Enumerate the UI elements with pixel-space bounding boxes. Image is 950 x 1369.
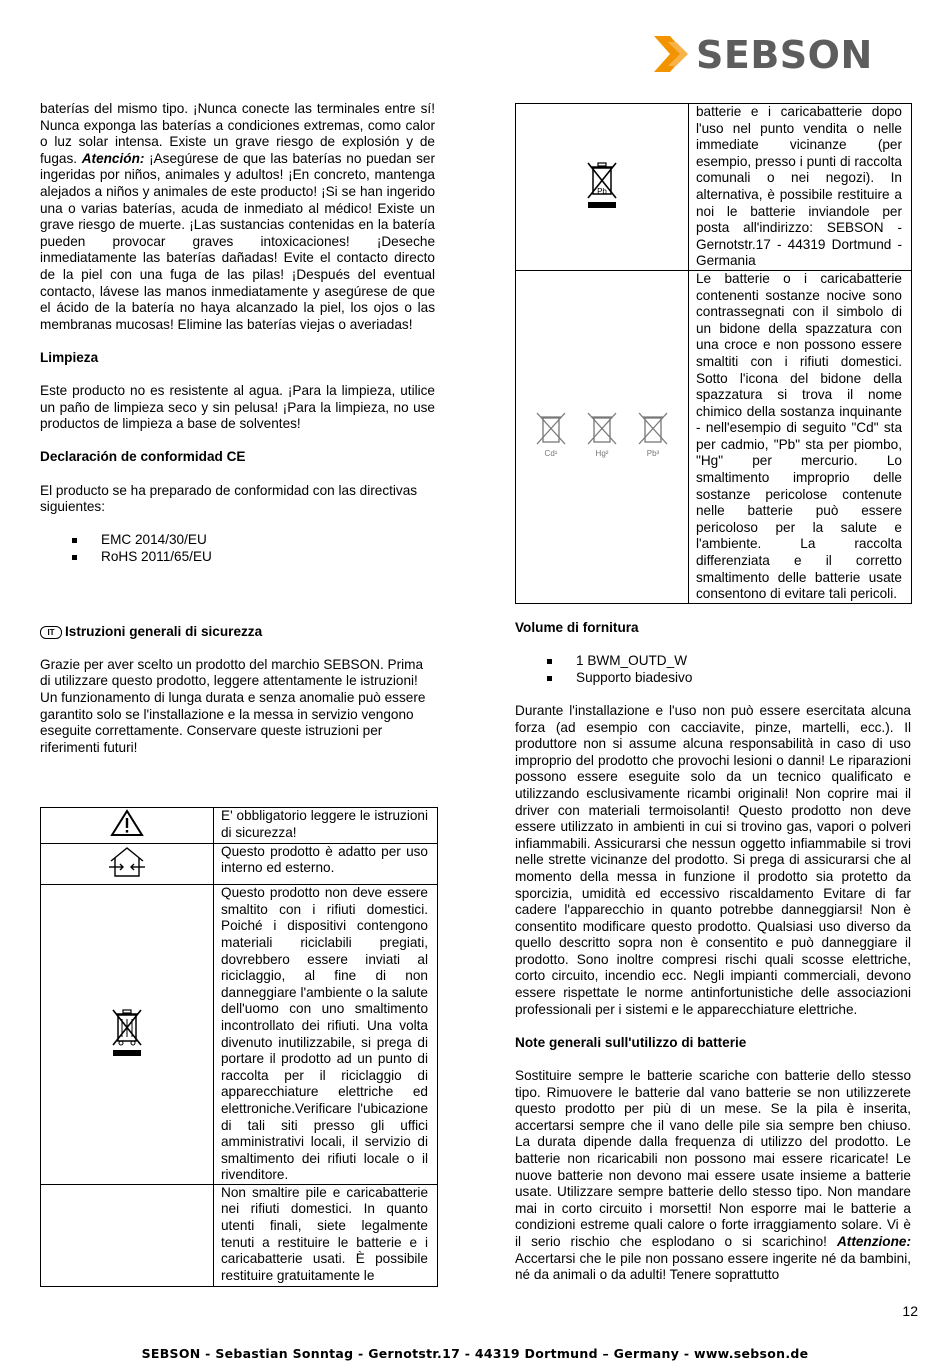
svg-text:Pb³: Pb³ [646,448,660,458]
table-row [516,104,912,271]
table-cell-text: batterie e i caricabatterie dopo l'uso nel punto vendita o nelle immediate vicinanze (per esempio, presso i punti di raccolta comunali o nei negozi). In alternativa, è possibile restituire a noi le batterie inviandole per posta all'indirizzo: SEBSON - Gernotstr.17 - 44319 Dortmund - Germania [689,104,912,271]
symbol-table-left [40,807,438,1287]
battery-warning-paragraph-es: baterías del mismo tipo. ¡Nunca conecte las terminales entre sí! Nunca exponga las baterías a condiciones extremas, como calor o luz solar intensa. Existe un grave riesgo de explosión y de fugas. Atención: ¡Asegúrese de que las baterías no puedan ser ingeridas por niños, animales y adultos! ¡En concreto, mantenga alejados a niños y animales de este producto! ¡Si se han ingerido una o varias baterías, acuda de inmediato al médico! Existe un grave riesgo de muerte. ¡Las sustancias contenidas en la batería pueden provocar graves intoxicaciones! ¡Deseche inmediatamente las baterías dañadas! Evite el contacto directo de la piel con una fuga de las pilas! ¡Después del eventual contacto, lávese las manos inmediatamente y asegúrese de que el ácido de la batería no haya alcanzado la piel, los ojos o las membranas mucosas! Elimine las baterías viejas o averiadas! [40,101,435,332]
it-intro-text: Grazie per aver scelto un prodotto del marchio SEBSON. Prima di utilizzare questo prodotto, leggere attentamente le istruzioni! Un funzionamento di lunga durata e senza anomalie può essere garantito solo se l'installazione e la messa in servizio vengono eseguite correttamente. Conservare queste istruzioni per riferimenti futuri! [40,656,426,755]
table-row [41,843,438,885]
symbol-table-right [515,103,912,604]
page-number: 12 [902,1303,918,1319]
directives-list [40,532,435,565]
list-item: RoHS 2011/65/EU [40,549,435,566]
svg-text:Hg²: Hg² [595,448,609,458]
cleaning-text: Este producto no es resistente al agua. ¡Para la limpieza, utilice un paño de limpieza seco y sin pelusa! ¡Para la limpieza, no use productos de limpieza a base de solventes! [40,383,435,432]
table-row [41,885,438,1185]
right-column [515,620,911,1284]
cleaning-heading: Limpieza [40,349,99,365]
battery-notes-text: Sostituire sempre le batterie scariche con batterie dello stesso tipo. Rimuovere le batterie dal vano batterie se non utilizzerete questo prodotto per più di un mese. Se la pila è inserita, accertarsi sempre che il vano delle pile sia sempre ben chiuso. La durata dipende dalla frequenza di utilizzo del prodotto. Le batterie non ricaricabili non possono mai essere ricaricate! Le nuove batterie non devono mai essere usate insieme a batterie usate. Utilizzare sempre batterie dello stesso tipo. Non mandare mai in corto circuito i morsetti! Non esporre mai le batterie a condizioni estreme quali calore o forte irraggiamento solare. Vi è il serio rischio che esplodano o si scarichino! Attenzione: Accertarsi che le pile non possano essere ingerite né da bambini, né da animali o da adulti! Tenere soprattutto [515,1068,911,1283]
list-item: EMC 2014/30/EU [40,532,435,549]
svg-text:Cd¹: Cd¹ [544,448,558,458]
table-row [41,808,438,844]
table-cell-text: Questo prodotto è adatto per uso interno ed esterno. [214,843,438,885]
italy-language-badge: IT [40,626,62,639]
indoor-outdoor-house-icon [107,845,147,879]
sebson-logo [652,32,873,78]
usage-text: Durante l'installazione e l'uso non può essere esercitata alcuna forza (ad esempio con cacciavite, pinze, martelli, ecc.). Il produttore non si assume alcuna responsabilità in caso di uso improprio del prodotto che provochi lesioni o danni! Le riparazioni possono essere eseguite solo da un tecnico qualificato e utilizzando esclusivamente ricambi originali! Non coprire mai il driver con materiali termoisolanti! Questo prodotto non deve essere utilizzato in ambienti in cui si trovino gas, vapori o polveri infiammabili. Assicurarsi che nessun oggetto infiammabile si trovi nelle strette vicinanze del prodotto. Si prega di assicurarsi che al momento della messa in funzione il prodotto sia protetto da sporcizia, umidità ed eccessivo riscaldamento Evitare di far cadere l'apparecchio in quanto potrebbe danneggiarsi! Non è consentito modificare questo prodotto. Qualsiasi uso diverso da quello descritto sopra non è consentito e può danneggiare il prodotto. Sono inoltre compresi rischi quali scosse elettriche, corto circuito, incendio ecc. Negli impianti commerciali, devono essere rispettate le norme antinfortunistiche delle associazioni professionali per i sistemi e le apparecchiature elettriche. [515,702,911,1017]
table-cell-text: Non smaltire pile e caricabatterie nei rifiuti domestici. In quanto utenti finali, siete legalmente tenuti a restituire le batterie e i caricabatterie usati. È possibile restituire gratuitamente le [214,1184,438,1286]
sebson-chevron-icon [652,34,696,74]
list-item: 1 BWM_OUTD_W [515,653,911,670]
list-item: Supporto biadesivo [515,670,911,687]
table-row [516,270,912,603]
table-cell-text: Le batterie o i caricabatterie contenenti sostanze nocive sono contrassegnati con il simbolo di un bidone della spazzatura con una croce e non possono essere smaltiti con i rifiuti domestici. Sotto l'icona del bidone della spazzatura si trova il nome chimico della sostanza inquinante - nell'esempio di seguito "Cd" sta per cadmio, "Pb" sta per piombo, "Hg" per mercurio. Lo smaltimento improprio delle sostanze pericolose contenute nelle batterie può essere pericoloso per la salute e l'ambiente. La raccolta differenziata e il corretto smaltimento delle batterie usate consentono di evitare tali pericoli. [689,270,912,603]
page-footer: SEBSON - Sebastian Sonntag - Gernotstr.17 - 44319 Dortmund – Germany - www.sebson.de [141,1346,809,1361]
left-column [40,101,435,756]
warning-triangle-icon [110,809,144,837]
ce-heading: Declaración de conformidad CE [40,449,246,465]
ce-text: El producto se ha preparado de conformidad con las directivas siguientes: [40,482,418,515]
sebson-wordmark: SEBSON [696,33,873,77]
table-row [41,1184,438,1286]
table-cell-text: Questo prodotto non deve essere smaltito con i rifiuti domestici. Poiché i dispositivi contengono materiali riciclabili pregiati, dovrebbero essere inviati al riciclaggio, al fine di non danneggiare l'ambiente o la salute dell'uomo con uno smaltimento incontrollato dei rifiuti. Una volta divenuto inutilizzabile, si prega di portare il prodotto ad un punto di raccolta per il riciclaggio di apparecchiature elettriche ed elettroniche.Verificare l'ubicazione di tali siti presso gli uffici amministrativi locali, il servizio di smaltimento dei rifiuti locale o il rivenditore. [214,885,438,1185]
battery-notes-heading: Note generali sull'utilizzo di batterie [515,1034,747,1050]
delivery-heading: Volume di fornitura [515,620,639,635]
delivery-list [515,653,911,686]
battery-bin-pb-icon [584,160,620,210]
battery-bins-cd-hg-pb-icon [527,410,677,460]
crossed-out-bin-icon [110,1007,144,1057]
svg-text:Pb: Pb [597,186,607,196]
it-safety-heading: IT Istruzioni generali di sicurezza [40,624,435,641]
table-cell-text: E' obbligatorio leggere le istruzioni di sicurezza! [214,808,438,844]
